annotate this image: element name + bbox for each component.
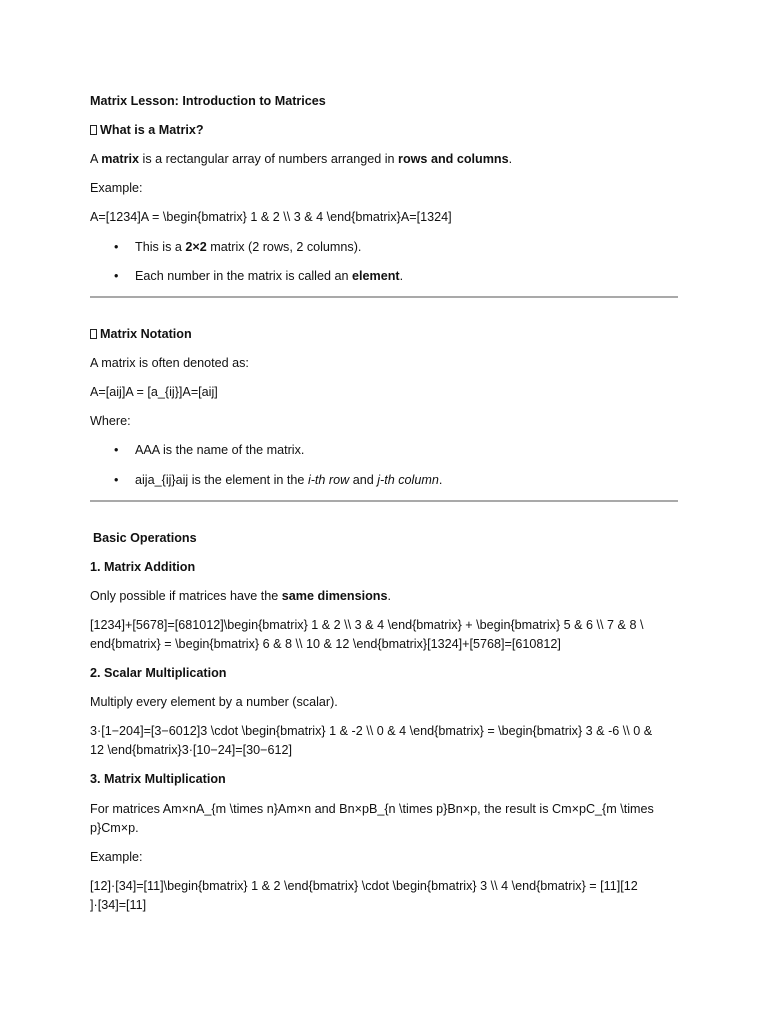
notation-formula: A=[aij]A = [a_{ij}]A=[aij] <box>90 385 218 399</box>
section-heading-basic-operations: Basic Operations <box>93 531 197 545</box>
example-label: Example: <box>90 181 143 195</box>
addition-description: Only possible if matrices have the same dimensions. <box>90 589 391 603</box>
where-label: Where: <box>90 414 131 428</box>
horizontal-divider <box>90 500 678 502</box>
missing-glyph-icon <box>90 329 97 339</box>
scalar-formula-line-1: 3·[1−204]=[3−6012]3 \cdot \begin{bmatrix} 1 & -2 \\ 0 & 4 \end{bmatrix} = \begin{bmatrix} 3 & -6 \\ 0 & <box>90 724 653 738</box>
multiplication-formula-line-2: ]·[34]=[11] <box>90 898 147 912</box>
multiplication-description-line-2: p}Cm×p. <box>90 821 139 835</box>
subheading-matrix-addition: 1. Matrix Addition <box>90 560 196 574</box>
example-formula: A=[1234]A = \begin{bmatrix} 1 & 2 \\ 3 & 4 \end{bmatrix}A=[1324] <box>90 210 452 224</box>
bullet-icon: • <box>114 473 119 487</box>
bullet-icon: • <box>114 240 119 254</box>
scalar-description: Multiply every element by a number (scalar). <box>90 695 338 709</box>
multiplication-formula-line-1: [12]·[34]=[11]\begin{bmatrix} 1 & 2 \end{bmatrix} \cdot \begin{bmatrix} 3 \\ 4 \end{bmatrix} = [11][12 <box>90 879 638 893</box>
multiplication-example-label: Example: <box>90 850 143 864</box>
missing-glyph-icon <box>90 125 97 135</box>
matrix-definition-paragraph: A matrix is a rectangular array of numbers arranged in rows and columns. <box>90 152 513 166</box>
horizontal-divider <box>90 296 678 298</box>
section-heading-what-is-matrix: What is a Matrix? <box>90 121 678 140</box>
addition-formula-line-1: [1234]+[5678]=[681012]\begin{bmatrix} 1 & 2 \\ 3 & 4 \end{bmatrix} + \begin{bmatrix} 5 & 6 \\ 7 & 8 \ <box>90 618 644 632</box>
section-heading-matrix-notation: Matrix Notation <box>90 325 678 344</box>
notation-intro: A matrix is often denoted as: <box>90 356 249 370</box>
subheading-matrix-multiplication: 3. Matrix Multiplication <box>90 772 226 786</box>
bullet-icon: • <box>114 443 119 457</box>
subheading-scalar-multiplication: 2. Scalar Multiplication <box>90 666 227 680</box>
scalar-formula-line-2: 12 \end{bmatrix}3·[10−24]=[30−612] <box>90 743 293 757</box>
bullet-icon: • <box>114 269 119 283</box>
multiplication-description-line-1: For matrices Am×nA_{m \times n}Am×n and Bn×pB_{n \times p}Bn×p, the result is Cm×pC_{m \times <box>90 802 654 816</box>
document-title: Matrix Lesson: Introduction to Matrices <box>90 94 326 108</box>
addition-formula-line-2: end{bmatrix} = \begin{bmatrix} 6 & 8 \\ 10 & 12 \end{bmatrix}[1324]+[5768]=[610812] <box>90 637 561 651</box>
